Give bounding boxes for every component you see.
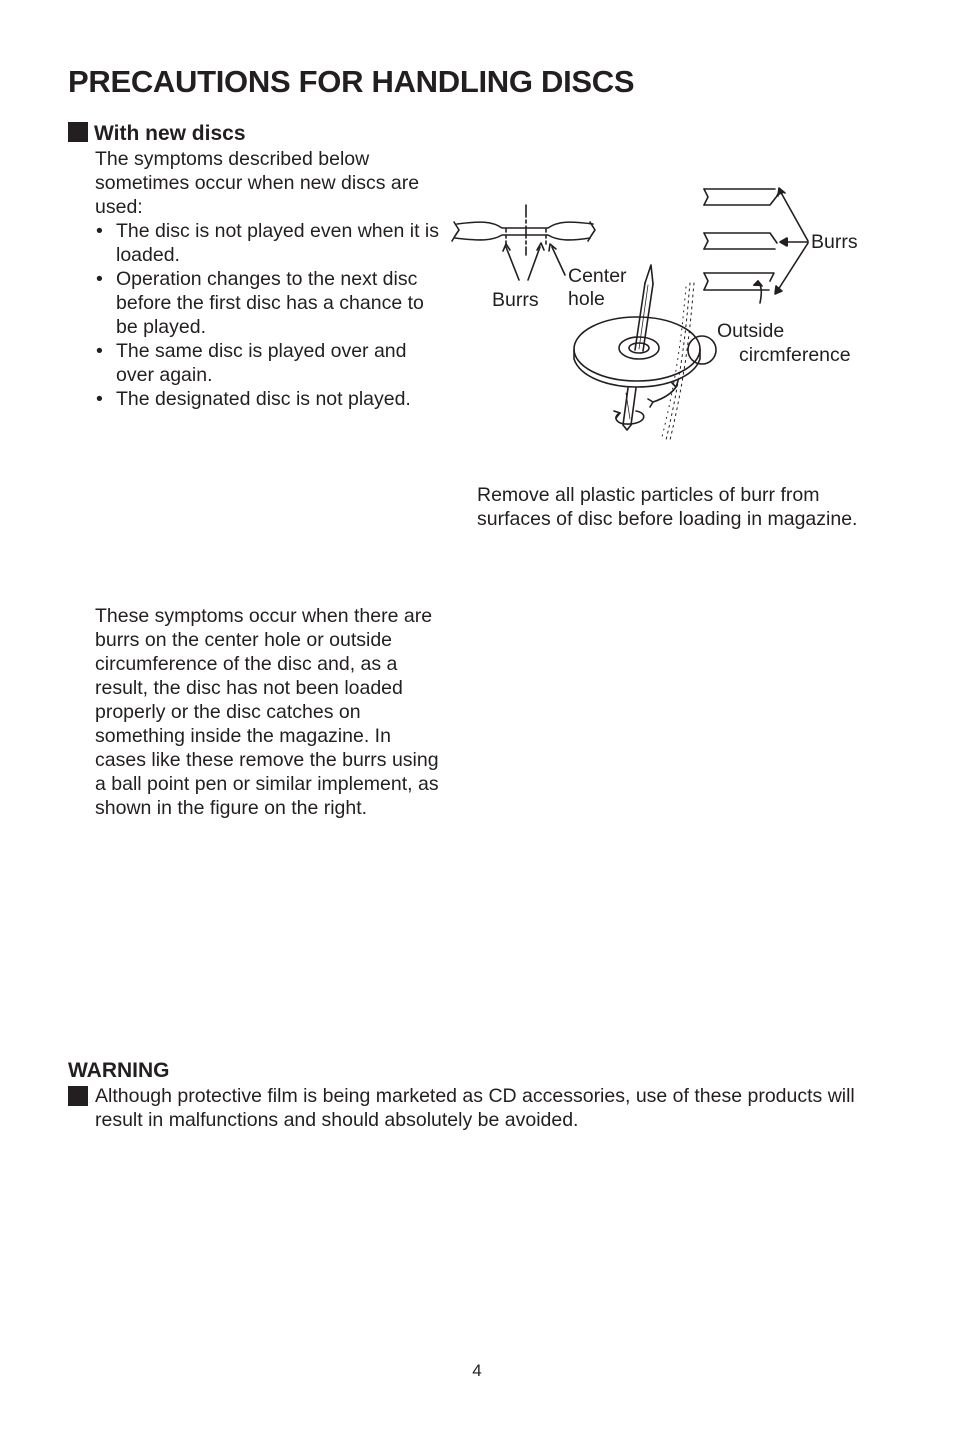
page-number: 4 (472, 1361, 482, 1380)
figure-label-center: Center (568, 265, 627, 287)
symptom-list (95, 219, 440, 411)
section-heading-text: With new discs (94, 122, 246, 145)
figure-label-burrs-left: Burrs (492, 289, 539, 311)
figure-caption: Remove all plastic particles of burr from surfaces of disc before loading in magazine. (477, 484, 858, 530)
symptom-item: • The designated disc is not played. (95, 387, 440, 411)
section-heading (68, 121, 246, 147)
figure-label-circumference: circmference (739, 344, 851, 366)
figure-label-burrs-right: Burrs (811, 231, 858, 253)
symptom-item: • The disc is not played even when it is loaded. (95, 219, 440, 267)
explanation-paragraph: These symptoms occur when there are burrs on the center hole or outside circumference of the disc and, as a result, the disc has not been loaded properly or the disc catches on something inside the magazine. In cases like these remove the burrs using a ball point pen or similar implement, as shown in the figure on the right. (95, 605, 439, 819)
warning-bullet-square (68, 1086, 88, 1106)
burr-removal-illustration (440, 175, 880, 455)
figure-label-outside: Outside (717, 320, 785, 342)
section-bullet-square (68, 122, 88, 142)
page-title: PRECAUTIONS FOR HANDLING DISCS (68, 64, 635, 99)
figure-label-hole: hole (568, 288, 605, 310)
intro-paragraph: The symptoms described below sometimes occur when new discs are used: (95, 148, 420, 218)
symptom-item: • Operation changes to the next disc before the first disc has a chance to be played. (95, 267, 440, 339)
burr-particles (662, 283, 694, 440)
warning-heading: WARNING (68, 1059, 170, 1082)
edge-cross-sections (704, 188, 808, 294)
warning-text: Although protective film is being marketed as CD accessories, use of these products will result in malfunctions and should absolutely be avoided. (95, 1085, 855, 1131)
symptom-item: • The same disc is played over and over again. (95, 339, 440, 387)
